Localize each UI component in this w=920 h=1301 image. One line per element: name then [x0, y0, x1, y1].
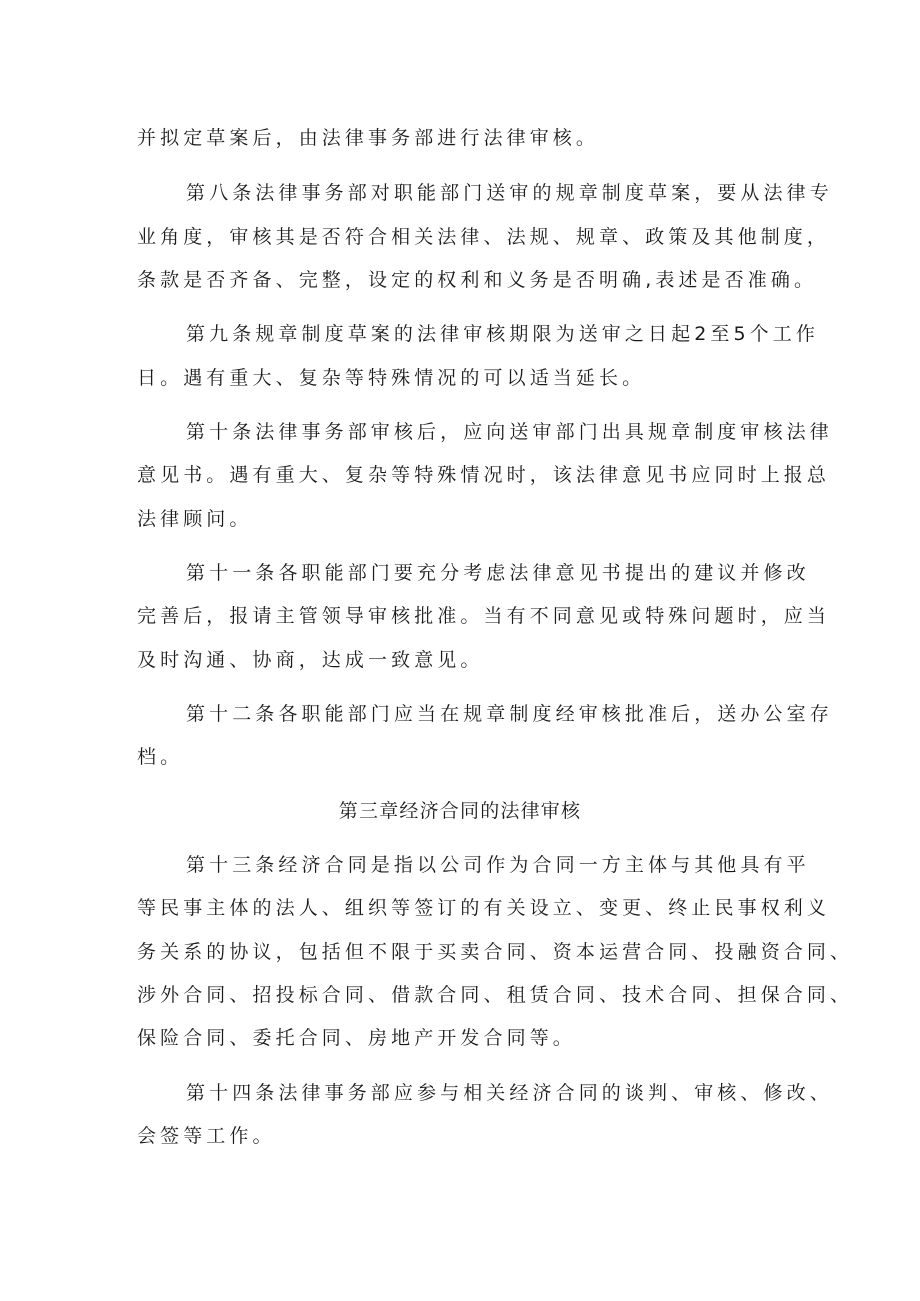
article-12-line: 第十二条各职能部门应当在规章制度经审核批准后，送办公室存: [186, 703, 833, 725]
text-line: 业角度，审核其是否符合相关法律、法规、规章、政策及其他制度，: [137, 226, 831, 248]
text-line: 及时沟通、协商，达成一致意见。: [137, 649, 484, 671]
article-14-line: 第十四条法律事务部应参与相关经济合同的谈判、审核、修改、: [186, 1082, 833, 1104]
chapter-heading: 第三章经济合同的法律审核: [338, 800, 582, 822]
text-line: 日。遇有重大、复杂等特殊情况的可以适当延长。: [137, 367, 646, 389]
text-line: 法律顾问。: [137, 508, 253, 530]
text-line: 并拟定草案后，由法律事务部进行法律审核。: [137, 127, 600, 149]
text-line: 意见书。遇有重大、复杂等特殊情况时，该法律意见书应同时上报总: [137, 464, 831, 486]
text-line: 涉外合同、招投标合同、借款合同、租赁合同、技术合同、担保合同、: [137, 984, 854, 1006]
text-line: 完善后，报请主管领导审核批准。当有不同意见或特殊问题时，应当: [137, 605, 831, 627]
article-8-line: 第八条法律事务部对职能部门送审的规章制度草案，要从法律专: [186, 182, 833, 204]
text-line: 等民事主体的法人、组织等签订的有关设立、变更、终止民事权利义: [137, 897, 831, 919]
text-line: 会签等工作。: [137, 1125, 276, 1147]
text-line: 条款是否齐备、完整，设定的权利和义务是否明确,表述是否准确。: [137, 269, 818, 291]
text-line: 档。: [137, 746, 184, 768]
text-line: 保险合同、委托合同、房地产开发合同等。: [137, 1027, 576, 1049]
article-9-line: 第九条规章制度草案的法律审核期限为送审之日起2至5个工作: [186, 323, 819, 345]
article-11-line: 第十一条各职能部门要充分考虑法律意见书提出的建议并修改: [186, 562, 810, 584]
article-13-line: 第十三条经济合同是指以公司作为合同一方主体与其他具有平: [186, 854, 810, 876]
text-line: 务关系的协议，包括但不限于买卖合同、资本运营合同、投融资合同、: [137, 941, 854, 963]
article-10-line: 第十条法律事务部审核后，应向送审部门出具规章制度审核法律: [186, 421, 833, 443]
